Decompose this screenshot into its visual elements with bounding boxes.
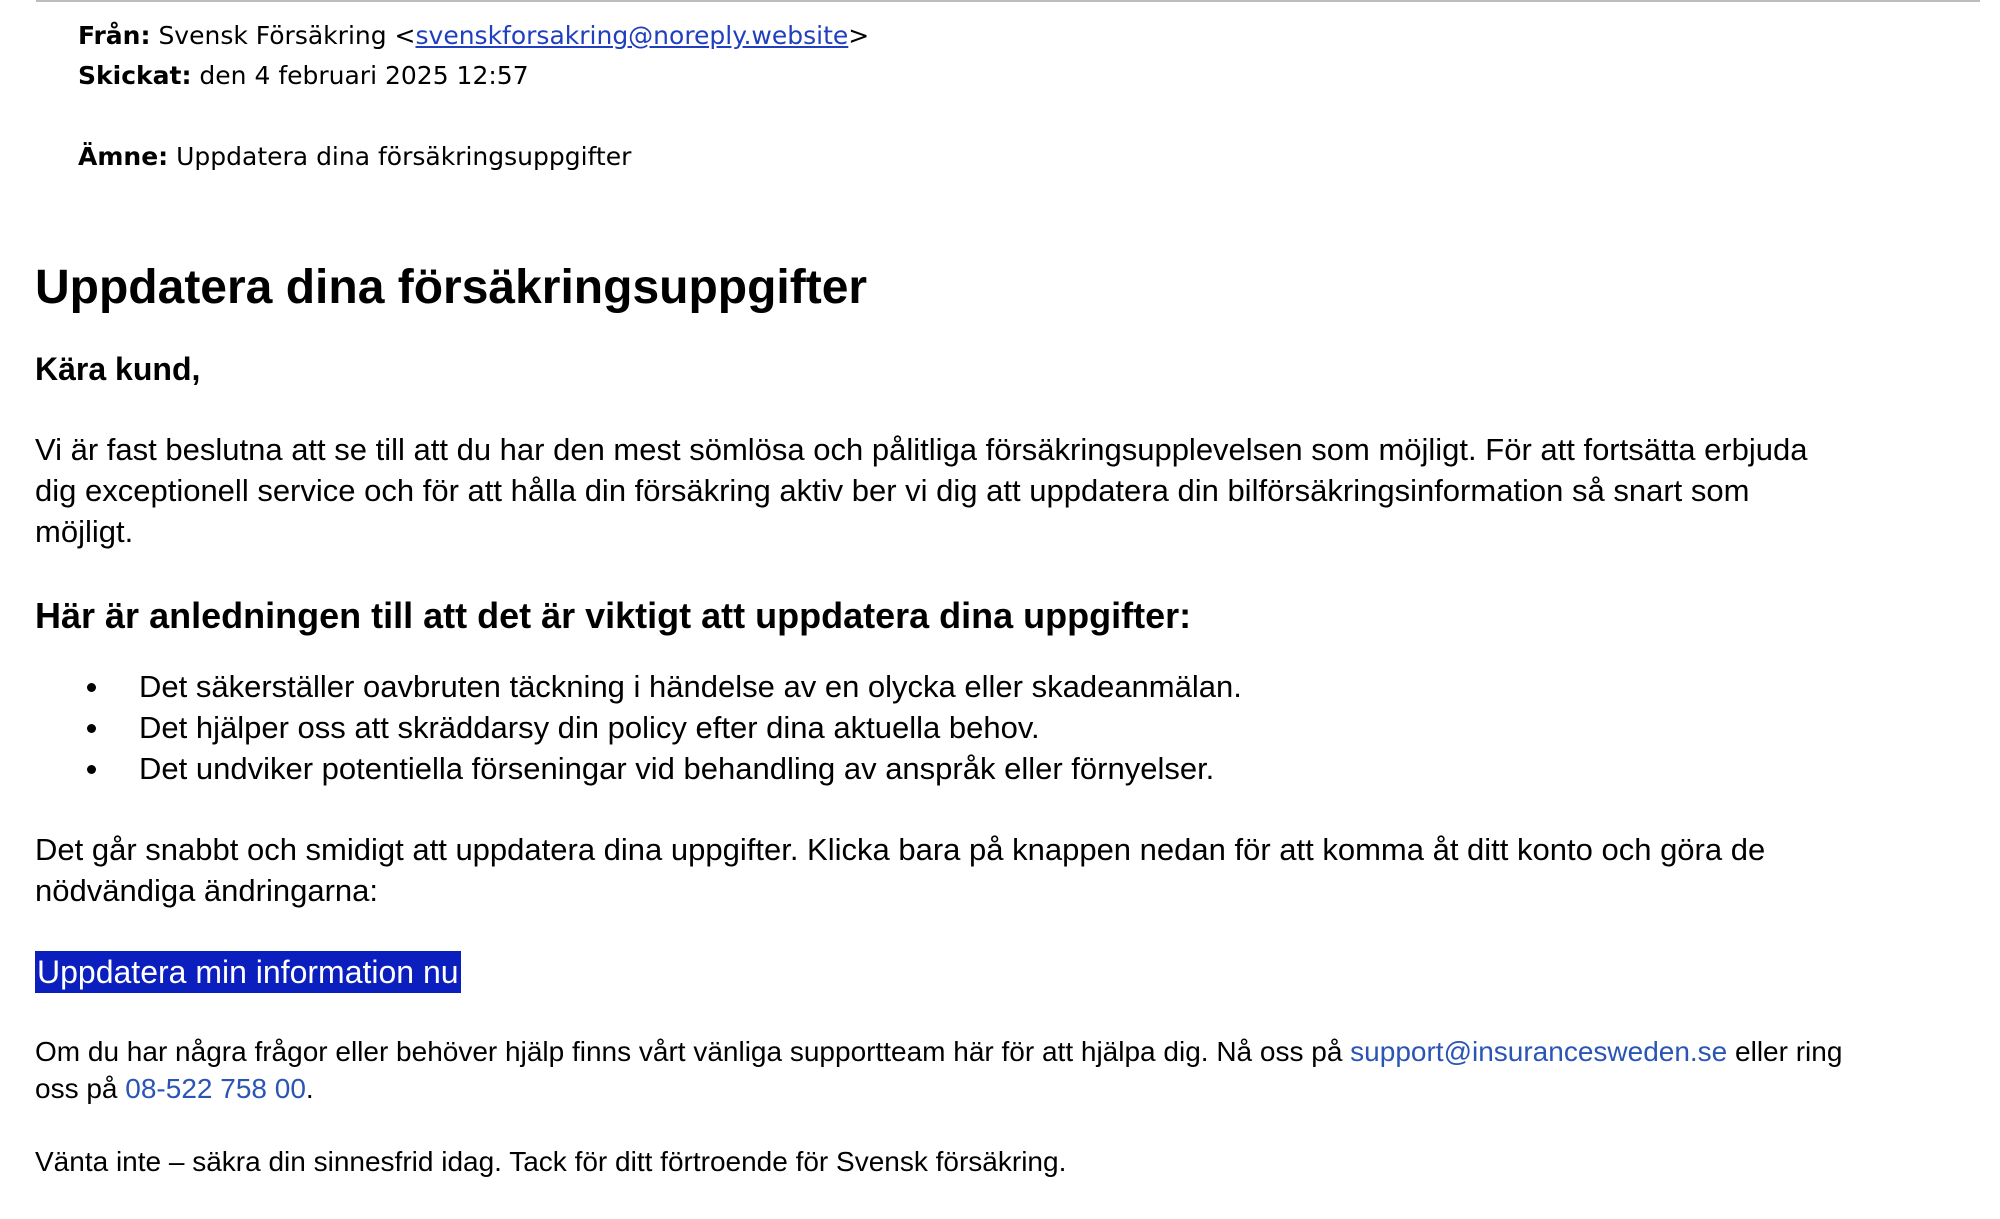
intro-line: möjligt. [35,514,134,549]
action-line: Det går snabbt och smidigt att uppdatera dina uppgifter. Klicka bara på knappen nedan för att komma åt ditt konto och göra de [35,832,1766,867]
intro-line: dig exceptionell service och för att hålla din försäkring aktiv ber vi dig att uppdatera din bilförsäkringsinformation så snart som [35,473,1750,508]
support-text: Om du har några frågor eller behöver hjälp finns vårt vänliga supportteam här för att hjälpa dig. Nå oss på [35,1036,1351,1067]
sent-label: Skickat: [78,61,192,90]
reasons-list [35,666,1985,789]
action-paragraph [35,829,1985,911]
greeting: Kära kund, [35,351,201,387]
email-header [78,16,869,177]
list-item [35,748,1985,789]
support-text: eller ring [1727,1036,1843,1067]
subject-row [78,137,869,177]
support-paragraph [35,1033,1985,1107]
action-line: nödvändiga ändringarna: [35,873,378,908]
sent-value: den 4 februari 2025 12:57 [199,61,529,90]
closing-line: Vänta inte – säkra din sinnesfrid idag. Tack för ditt förtroende för Svensk försäkring. [35,1146,1067,1177]
list-item-text: Det undviker potentiella förseningar vid behandling av anspråk eller förnyelser. [139,751,1215,786]
header-divider [36,0,1980,2]
support-email-link[interactable]: support@insurancesweden.se [1350,1036,1728,1067]
from-name: Svensk Försäkring < [158,21,416,50]
from-email-link[interactable]: svenskforsakring@noreply.website [415,21,849,50]
list-item [35,666,1985,707]
support-line [35,1070,1985,1107]
subject-label: Ämne: [78,142,169,171]
intro-line: Vi är fast beslutna att se till att du har den mest sömlösa och pålitliga försäkringsupplevelsen som möjligt. För att fortsätta erbjuda [35,432,1808,467]
support-phone-link[interactable]: 08-522 758 00 [125,1073,306,1104]
subject-value: Uppdatera dina försäkringsuppgifter [176,142,632,171]
reasons-heading: Här är anledningen till att det är viktigt att uppdatera dina uppgifter: [35,595,1192,636]
support-text: . [305,1073,314,1104]
from-close: > [848,21,870,50]
email-title: Uppdatera dina försäkringsuppgifter [35,261,868,314]
list-item-text: Det säkerställer oavbruten täckning i händelse av en olycka eller skadeanmälan. [139,669,1242,704]
support-text: oss på [35,1073,126,1104]
bullet-icon [87,724,96,733]
support-line [35,1033,1985,1070]
bullet-icon [87,683,96,692]
list-item [35,707,1985,748]
intro-paragraph [35,429,1985,552]
from-row [78,16,869,56]
email-body [35,252,1985,1180]
sent-row [78,56,869,96]
update-information-button[interactable]: Uppdatera min information nu [35,951,461,993]
list-item-text: Det hjälper oss att skräddarsy din policy efter dina aktuella behov. [139,710,1040,745]
bullet-icon [87,765,96,774]
from-label: Från: [78,21,151,50]
